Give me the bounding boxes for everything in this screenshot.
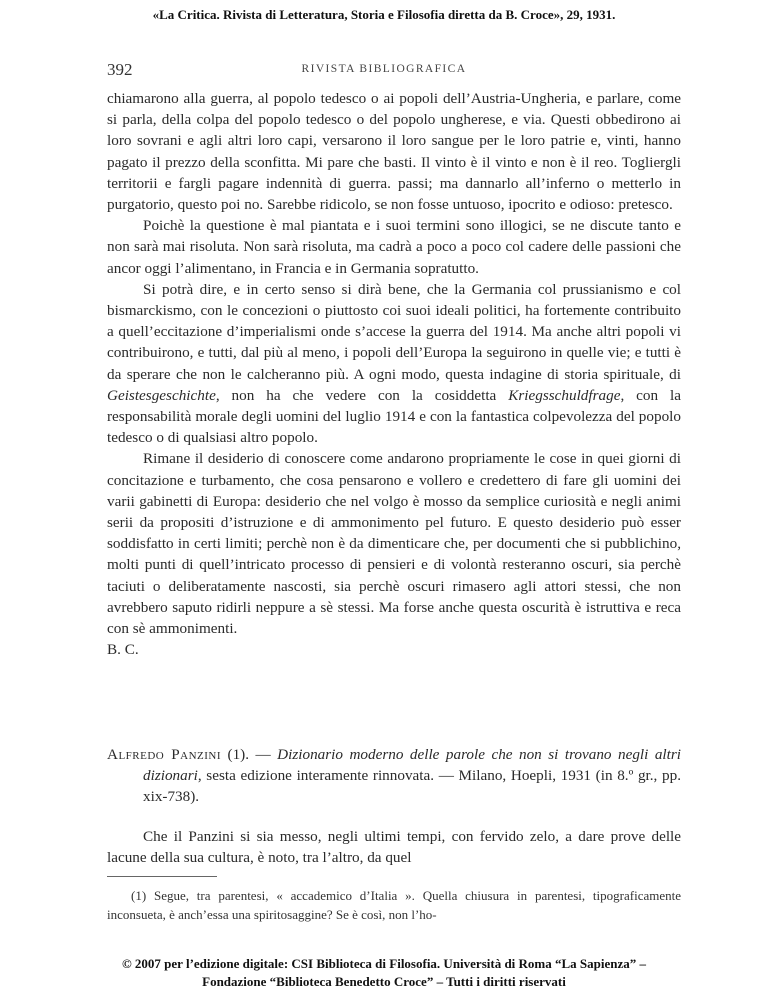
article-paragraph: Poichè la questione è mal piantata e i suoi termini sono illogici, se ne discute tanto e non sarà mai risoluta. Non sarà risoluta, ma cadrà a poco a poco col cadere delle passioni che ancor oggi l’alimentano, in Francia e in Germania sopratutto. bbox=[107, 217, 681, 277]
paragraph-text: Si potrà dire, e in certo senso si dirà bene, che la Germania col prussianismo e col bismarckismo, con le concezioni o piuttosto coi suoi ideali politici, ha fortemente contribuito a quell’eccitazione d’imperialismi onde s’accese la guerra del 1914. Ma anche altri popoli vi contribuirono, e tutti, dal più al meno, i popoli dell’Europa la seguirono in quelle vie; e tutti è da sperare che non le calcheranno più. A ogni modo, questa indagine di storia spirituale, di bbox=[107, 280, 681, 383]
article-paragraph bbox=[107, 279, 681, 449]
paragraph-text: , non ha che vedere con la cosiddetta bbox=[215, 386, 509, 404]
paragraph-text: , con la responsabilità morale degli uomini del luglio 1914 e con la fantastica colpevolezza del popolo tedesco o di qualsiasi altro popolo. bbox=[107, 386, 681, 447]
review-heading bbox=[107, 744, 681, 808]
copyright-footer bbox=[0, 955, 768, 991]
copyright-line: Fondazione “Biblioteca Benedetto Croce” – Tutti i diritti riservati bbox=[202, 974, 566, 989]
author-signature: B. C. bbox=[107, 641, 139, 659]
article-paragraph: chiamarono alla guerra, al popolo tedesco o ai popoli dell’Austria-Ungheria, e parlare, come si parla, della colpa del popolo tedesco o del popolo ungherese, e via. Questi obbedirono ai loro sovrani e agli altri loro capi, versarono il loro sangue per le loro patrie e, vinti, hanno pagato il prezzo della sconfitta. Mi pare che basti. Il vinto è il vinto e non è il reo. Togliergli territorii e fargli pagare indennità di guerra. passi; ma dannarlo all’inferno o metterlo in purgatorio, questo poi no. Sarebbe ridicolo, se non fosse untuoso, ipocrito e odioso: pretesco. bbox=[107, 90, 681, 214]
article-paragraph: Rimane il desiderio di conoscere come andarono propriamente le cose in quei giorni di concitazione e turbamento, che cosa pensarono e vollero e credettero di fare gli uomini dei varii gabinetti di Europa: desiderio che nel volgo è mosso da semplice curiosità e negli animi serii da propositi d’istruzione e di ammonimento pel futuro. E questo desiderio può esser soddisfatto in certi limiti; perchè non è da dimenticare che, per documenti che si pubblichino, molti punti di quell’intricato processo di pensieri e di volontà resteranno oscuri, sia perchè taciuti o deliberatamente nascosti, sia perchè oscuri rimasero agli attori stessi, che non avrebbero saputo ridirli neppure a sè stessi. Ma forse anche questa oscurità è istruttiva e reca con sè ammonimenti. bbox=[107, 450, 681, 638]
page-number: 392 bbox=[107, 60, 133, 79]
footnote-divider bbox=[107, 876, 217, 877]
running-head: RIVISTA BIBLIOGRAFICA bbox=[301, 63, 467, 75]
footnote-text: (1) Segue, tra parentesi, « accademico d’Italia ». Quella chiusura in parentesi, tipograficamente inconsueta, è anch’essa una spiritosaggine? Se è così, non l’ho- bbox=[107, 888, 681, 922]
italic-term: Kriegsschuldfrage bbox=[508, 386, 621, 404]
article-body bbox=[107, 88, 681, 660]
review-author: Alfredo Panzini bbox=[107, 746, 222, 763]
copyright-line: © 2007 per l’edizione digitale: CSI Biblioteca di Filosofia. Università di Roma “La Sapienza” – bbox=[121, 956, 647, 971]
footnote-reference: (1). — bbox=[221, 746, 278, 763]
review-book-details: , sesta edizione interamente rinnovata. — Milano, Hoepli, 1931 (in 8.º gr., pp. xix-738). bbox=[143, 767, 681, 806]
footnote bbox=[107, 886, 681, 924]
source-citation: «La Critica. Rivista di Letteratura, Storia e Filosofia diretta da B. Croce», 29, 1931. bbox=[152, 7, 616, 22]
italic-term: Geistesgeschichte bbox=[107, 386, 216, 404]
review-body bbox=[107, 826, 681, 868]
review-paragraph: Che il Panzini si sia messo, negli ultimi tempi, con fervido zelo, a dare prove delle lacune della sua cultura, è noto, tra l’altro, da quel bbox=[107, 828, 681, 867]
review-book-title: Dizionario moderno delle parole che non si trovano negli altri dizionari bbox=[143, 746, 681, 785]
